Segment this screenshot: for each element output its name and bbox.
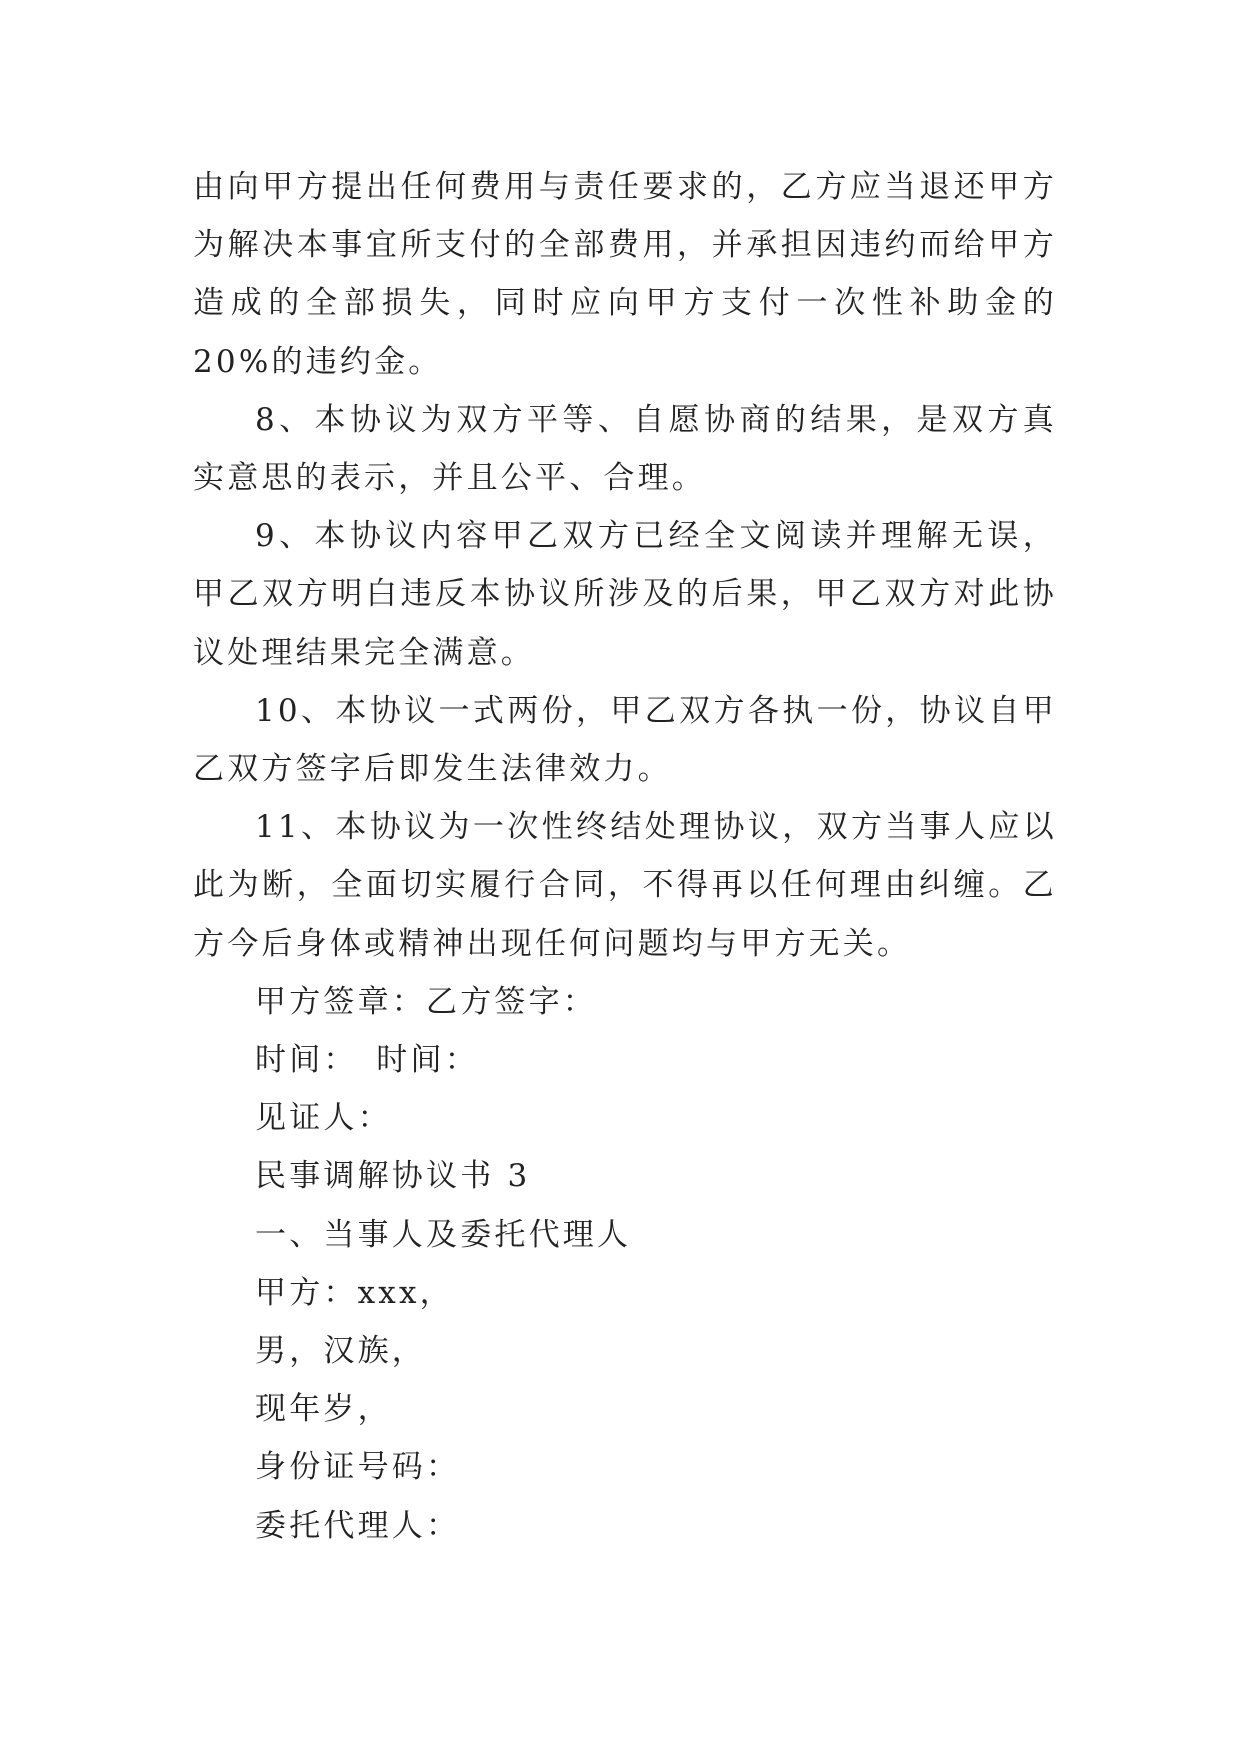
party-a-id-number: 身份证号码： (255, 1449, 461, 1486)
party-a-name: 甲方：xxx， (255, 1274, 454, 1311)
party-a-age: 现年岁， (255, 1391, 392, 1428)
section-title: 民事调解协议书 3 (255, 1158, 531, 1195)
paragraph-continuation: 由向甲方提出任何费用与责任要求的，乙方应当退还甲方为解决本事宜所支付的全部费用，并承担因违约而给甲方造成的全部损失，同时应向甲方支付一次性补助金的20%的违约金。 (193, 169, 1057, 380)
section-heading-parties: 一、当事人及委托代理人 (255, 1216, 632, 1253)
clause-11: 11、本协议为一次性终结处理协议，双方当事人应以此为断，全面切实履行合同，不得再以任何理由纠缠。乙方今后身体或精神出现任何问题均与甲方无关。 (193, 809, 1057, 962)
witness-line: 见证人： (255, 1100, 392, 1137)
clause-8: 8、本协议为双方平等、自愿协商的结果，是双方真实意思的表示，并且公平、合理。 (193, 401, 1057, 497)
clause-10: 10、本协议一式两份，甲乙双方各执一份，协议自甲乙双方签字后即发生法律效力。 (193, 692, 1057, 788)
clause-9: 9、本协议内容甲乙双方已经全文阅读并理解无误，甲乙双方明白违反本协议所涉及的后果，甲乙双方对此协议处理结果完全满意。 (193, 518, 1057, 671)
party-a-agent: 委托代理人： (255, 1507, 461, 1544)
party-a-gender-ethnicity: 男，汉族， (255, 1333, 426, 1370)
date-line: 时间： 时间： (255, 1042, 479, 1079)
document-body (193, 158, 1057, 1555)
signature-line: 甲方签章：乙方签字： (255, 983, 597, 1020)
